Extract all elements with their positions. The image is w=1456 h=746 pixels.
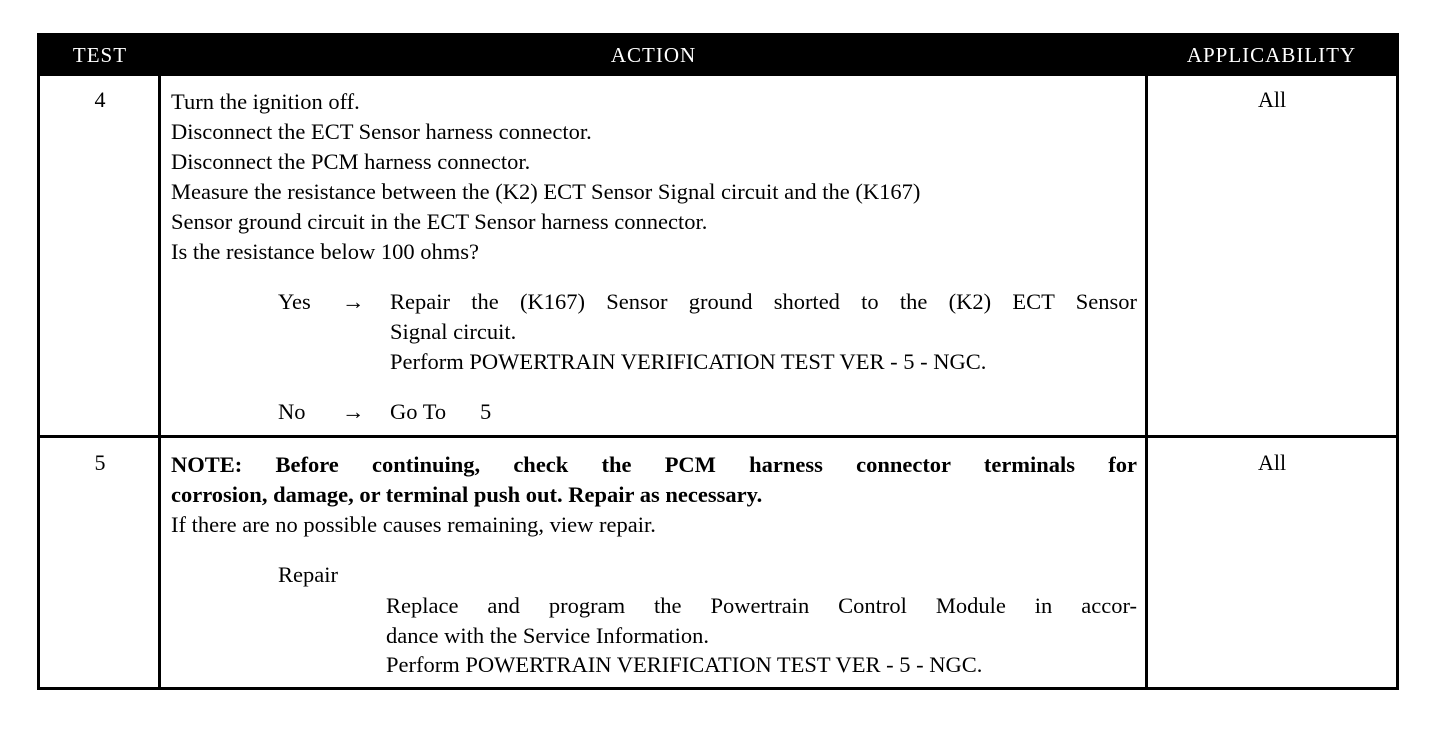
header-action: ACTION (610, 43, 697, 67)
action-line: Turn the ignition off. (171, 89, 360, 114)
yes-action-line: Repair the (K167) Sensor ground shorted to the (K2) ECT Sensor (390, 289, 1137, 314)
applicability-value: All (1257, 450, 1287, 475)
header-applicability: APPLICABILITY (1186, 43, 1357, 67)
repair-action-line: dance with the Service Information. (386, 623, 710, 648)
no-label: No (278, 399, 306, 424)
yes-action-line: Perform POWERTRAIN VERIFICATION TEST VER - 5 - NGC. (390, 349, 987, 374)
table-header (40, 36, 1396, 76)
repair-action-line: Perform POWERTRAIN VERIFICATION TEST VER - 5 - NGC. (386, 652, 983, 677)
yes-action-line: Signal circuit. (390, 319, 517, 344)
action-line: Disconnect the PCM harness connector. (171, 149, 531, 174)
arrow-icon: → (342, 399, 365, 424)
action-line: Disconnect the ECT Sensor harness connector. (171, 119, 592, 144)
diagnostic-table (37, 33, 1399, 690)
goto-target-link[interactable]: 5 (480, 399, 492, 424)
note-line: corrosion, damage, or terminal push out. Repair as necessary. (171, 482, 763, 507)
action-line: If there are no possible causes remaining, view repair. (171, 512, 656, 537)
header-test: TEST (72, 43, 128, 67)
goto-text: Go To (390, 399, 447, 424)
repair-action-line: Replace and program the Powertrain Control Module in accor- (386, 593, 1137, 618)
action-line: Is the resistance below 100 ohms? (171, 239, 480, 264)
column-divider (158, 76, 161, 687)
arrow-icon: → (342, 289, 365, 314)
note-line: NOTE: Before continuing, check the PCM harness connector terminals for (171, 452, 1137, 477)
repair-label: Repair (278, 562, 338, 587)
test-number: 5 (94, 450, 106, 475)
column-divider (1145, 76, 1148, 687)
yes-label: Yes (278, 289, 311, 314)
action-line: Sensor ground circuit in the ECT Sensor harness connector. (171, 209, 708, 234)
action-line: Measure the resistance between the (K2) ECT Sensor Signal circuit and the (K167) (171, 179, 921, 204)
applicability-value: All (1257, 87, 1287, 112)
row-divider (40, 435, 1396, 438)
test-number: 4 (94, 87, 106, 112)
